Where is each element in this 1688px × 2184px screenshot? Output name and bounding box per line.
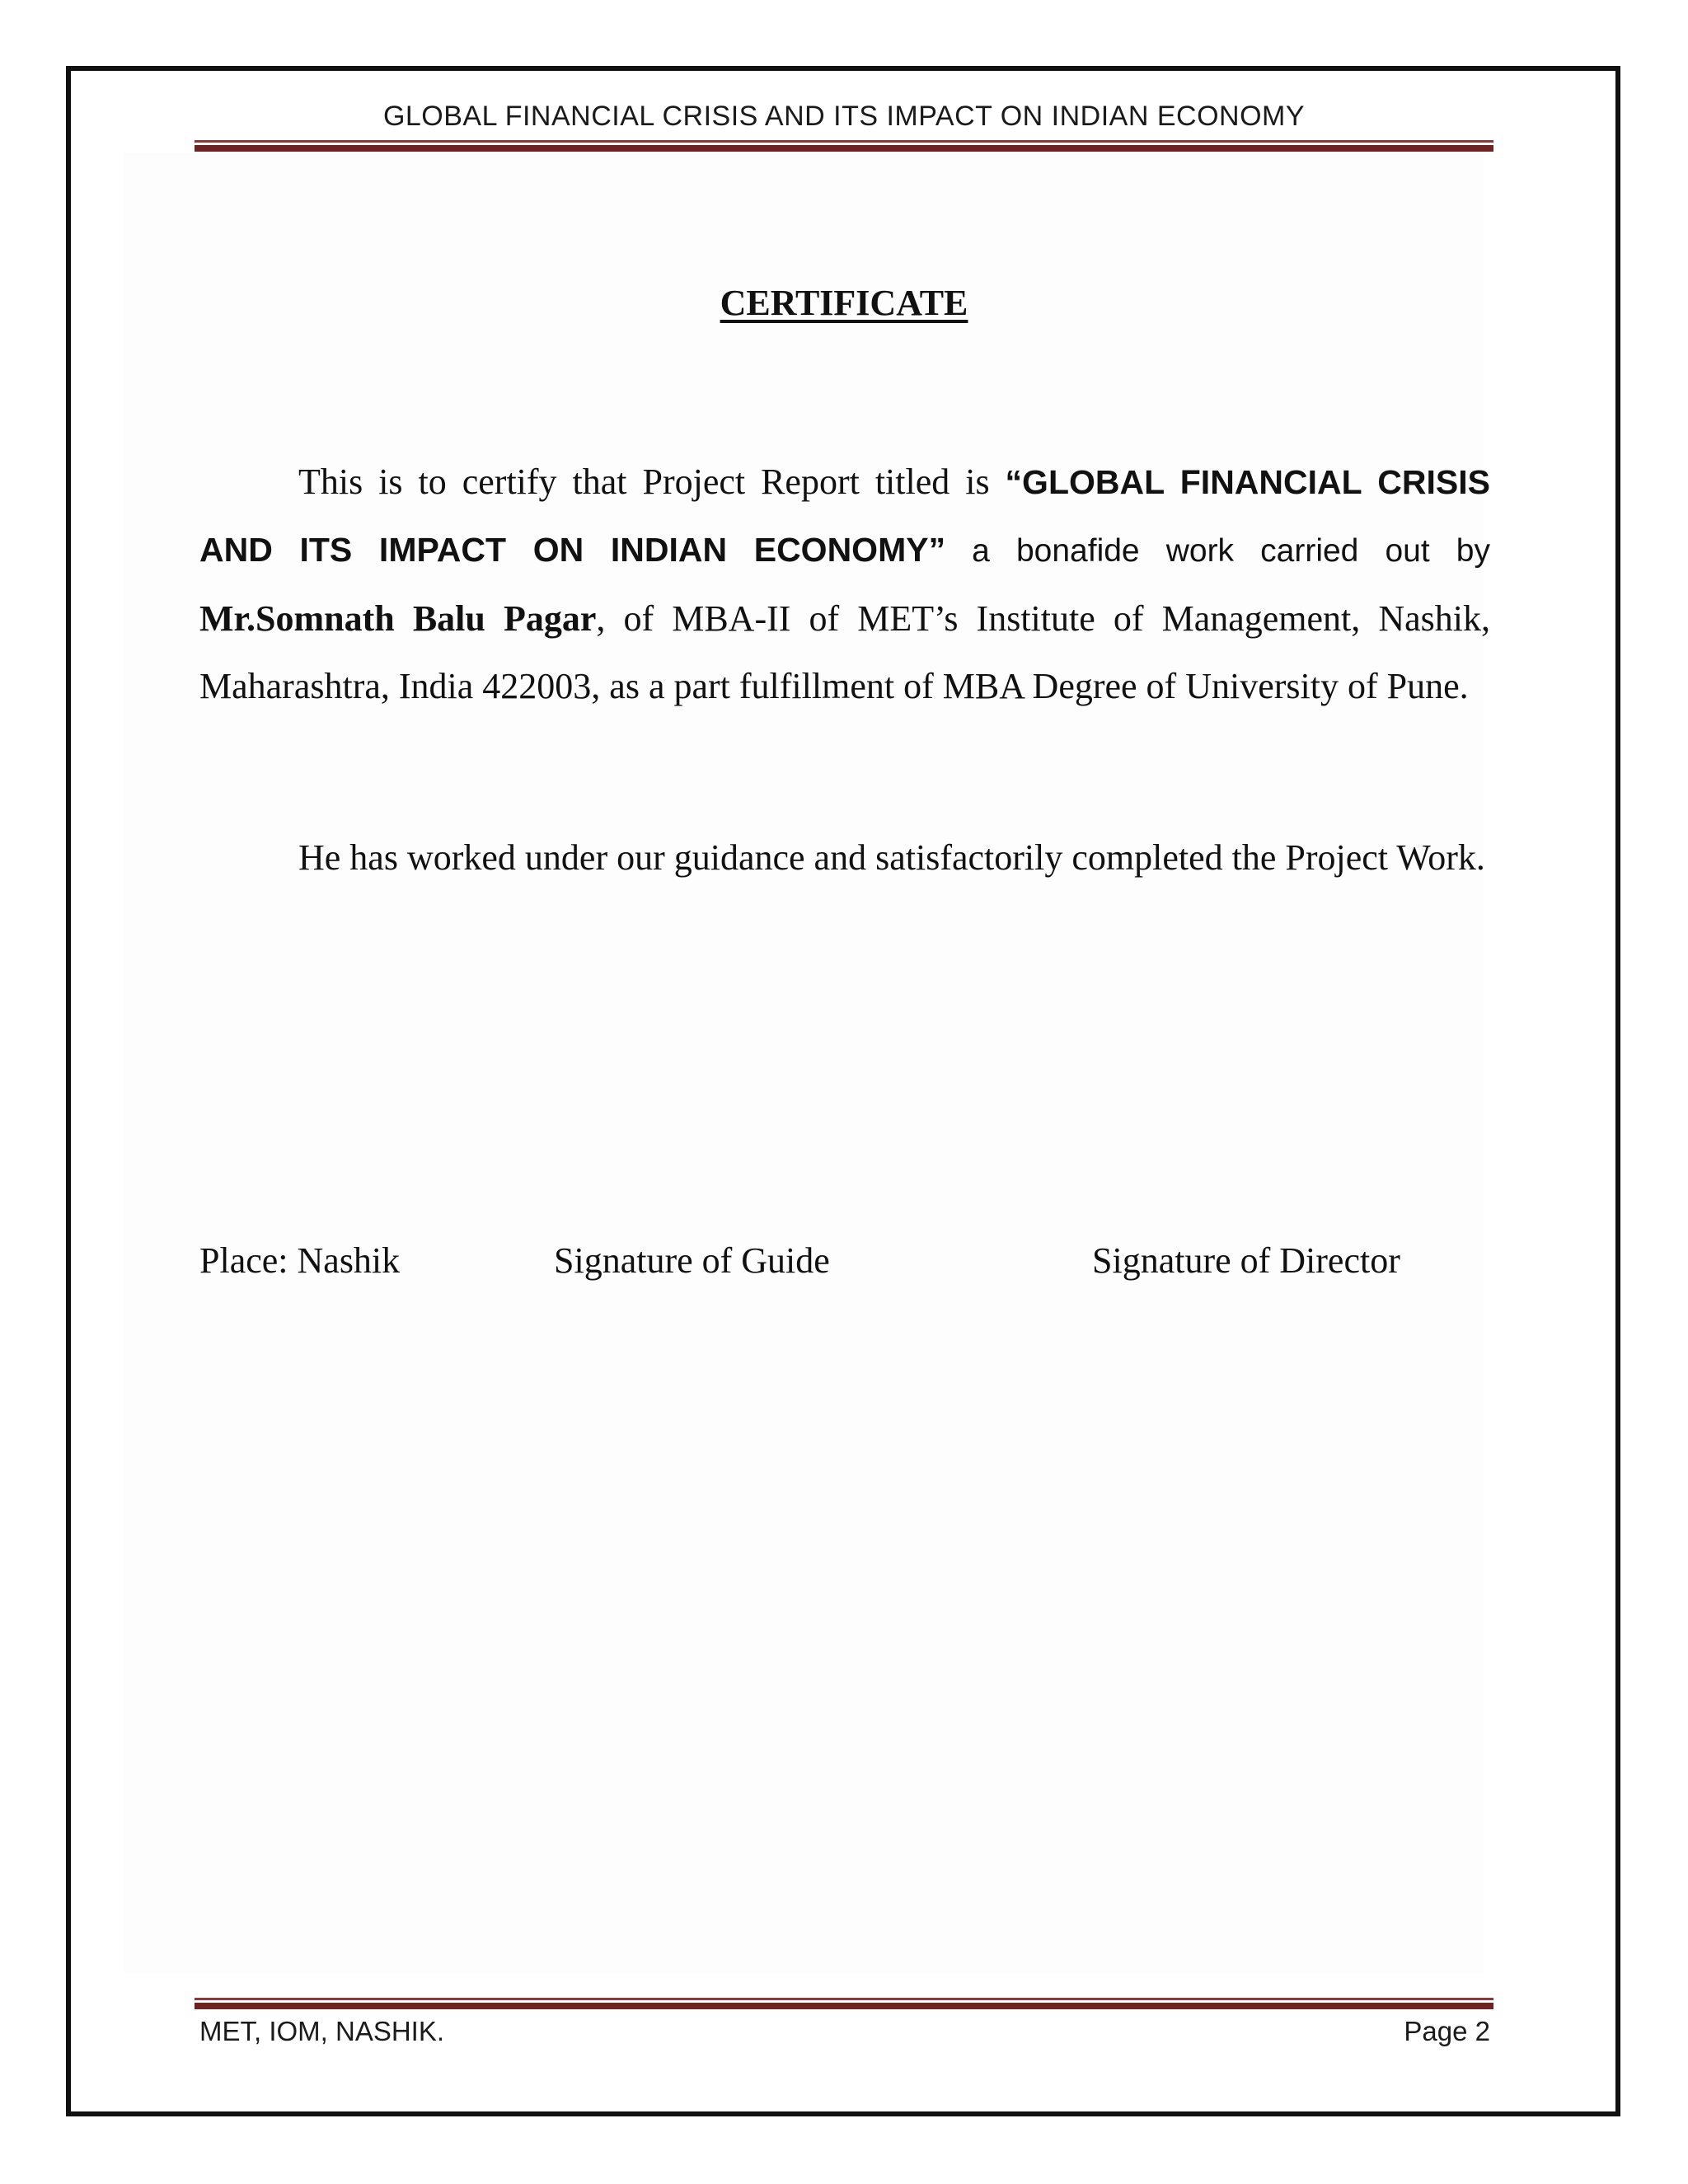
footer-institution: MET, IOM, NASHIK.	[199, 2016, 445, 2046]
running-header: GLOBAL FINANCIAL CRISIS AND ITS IMPACT ON INDIAN ECONOMY	[382, 101, 1306, 132]
content-area	[124, 152, 1484, 1974]
para1-mid: a bonafide work carried out by	[945, 533, 1490, 569]
para1-intro: This is to certify that Project Report titled is	[298, 462, 1006, 502]
certificate-paragraph-2	[199, 824, 1490, 892]
student-name: Mr.Somnath Balu Pagar	[199, 598, 597, 639]
director-signature-label: Signature of Director	[1092, 1240, 1400, 1281]
footer-rule	[195, 1998, 1493, 2009]
page-number: Page 2	[1404, 2016, 1490, 2046]
certificate-paragraph-1	[199, 448, 1490, 720]
guide-signature-label: Signature of Guide	[554, 1240, 830, 1281]
project-title: “GLOBAL FINANCIAL CRISIS AND ITS IMPACT ON INDIAN ECONOMY”	[199, 463, 1490, 569]
para2-text: He has worked under our guidance and satisfactorily completed the Project Work.	[298, 837, 1485, 878]
para1-rest: , of MBA-II of MET’s Institute of Management, Nashik, Maharashtra, India 422003, as a part fulfillment of MBA Degree of University of Pune.	[199, 598, 1491, 706]
header-rule	[195, 140, 1493, 152]
place-label: Place: Nashik	[199, 1240, 401, 1281]
certificate-title	[195, 282, 1493, 324]
certificate-title-text: CERTIFICATE	[720, 283, 968, 323]
